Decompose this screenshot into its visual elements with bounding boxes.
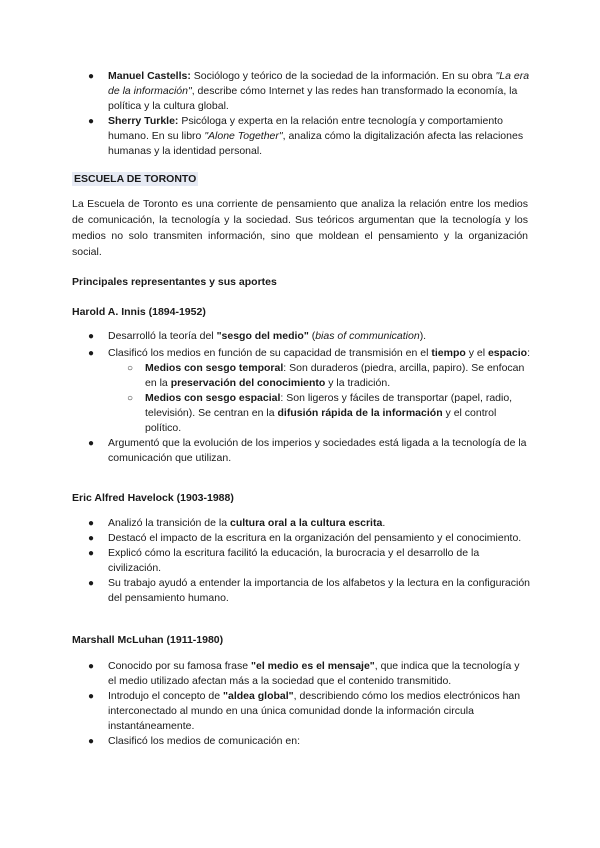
innis-list: [0, 329, 600, 466]
work-title: "Alone Together": [204, 130, 283, 142]
bold-term: Medios con sesgo temporal: [145, 362, 284, 374]
item-text: :: [527, 347, 530, 359]
list-item: [0, 689, 530, 734]
mcluhan-list: [0, 659, 600, 749]
bold-term: cultura oral a la cultura escrita: [230, 517, 383, 529]
list-item: [0, 436, 530, 466]
top-bullet-list: [0, 69, 600, 159]
list-item: [0, 516, 530, 531]
bold-term: Medios con sesgo espacial: [145, 392, 281, 404]
item-text: Analizó la transición de la: [108, 517, 230, 529]
list-item: [0, 576, 530, 606]
author-name: Manuel Castells:: [108, 70, 191, 82]
item-text: , que indica que la tecnología y el medio utilizado afectan más a la sociedad que el contenido transmitido.: [108, 660, 520, 687]
bold-term: "sesgo del medio": [216, 330, 309, 342]
item-text: Clasificó los medios de comunicación en:: [108, 735, 301, 747]
bullet-icon: ●: [88, 548, 95, 559]
bold-term: "aldea global": [223, 690, 294, 702]
item-text: : Son duraderos (piedra, arcilla, papiro). Se enfocan en la: [145, 362, 525, 389]
bold-term: "el medio es el mensaje": [251, 660, 375, 672]
list-item: [0, 546, 530, 576]
bullet-icon: ●: [88, 518, 95, 529]
item-text: : Son ligeros y fáciles de transportar (papel, radio, televisión). Se centran en la: [145, 392, 513, 419]
item-text: Psicóloga y experta en la relación entre tecnología y comportamiento humano. En su libro: [108, 115, 503, 142]
item-text: , describe cómo Internet y las redes han transformado la economía, la política y la cultura global.: [108, 85, 518, 112]
item-text: , analiza cómo la digitalización afecta las relaciones humanas y la identidad personal.: [108, 130, 524, 157]
innis-heading: Harold A. Innis (1894-1952): [72, 306, 206, 318]
section-title: [72, 172, 198, 187]
item-text: Argumentó que la evolución de los imperios y sociedades está ligada a la tecnología de la comunicación que utilizan.: [108, 437, 527, 464]
sub-list-item: [0, 361, 530, 391]
item-text: Explicó cómo la escritura facilitó la educación, la burocracia y el desarrollo de la civilización.: [108, 547, 480, 574]
bullet-icon: ●: [88, 533, 95, 544]
item-text: .: [382, 517, 386, 529]
item-text: (: [308, 330, 316, 342]
circle-bullet-icon: ○: [127, 363, 134, 374]
bullet-icon: ●: [88, 348, 95, 359]
item-text: y el control político.: [145, 407, 497, 434]
havelock-heading: Eric Alfred Havelock (1903-1988): [72, 492, 234, 504]
havelock-list: [0, 516, 600, 606]
list-item: [0, 69, 530, 114]
list-item: [0, 329, 530, 344]
item-text: ).: [419, 330, 427, 342]
bold-term: difusión rápida de la información: [277, 407, 443, 419]
list-item: [0, 114, 530, 159]
item-text: Desarrolló la teoría del: [108, 330, 217, 342]
item-text: , describiendo cómo los medios electrónicos han interconectado al mundo en una única comunidad donde la información circula instantáneamente.: [108, 690, 521, 732]
item-text: Su trabajo ayudó a entender la importancia de los alfabetos y la lectura en la configuración del pensamiento humano.: [108, 577, 531, 604]
circle-bullet-icon: ○: [127, 393, 134, 404]
bullet-icon: ●: [88, 331, 95, 342]
item-text: Sociólogo y teórico de la sociedad de la información. En su obra: [190, 70, 496, 82]
item-text: Clasificó los medios en función de su capacidad de transmisión en el: [108, 347, 432, 359]
bold-term: espacio: [487, 347, 528, 359]
italic-term: bias of communication: [315, 330, 420, 342]
item-text: Introdujo el concepto de: [108, 690, 223, 702]
bullet-icon: ●: [88, 71, 95, 82]
bullet-icon: ●: [88, 661, 95, 672]
item-text: Destacó el impacto de la escritura en la organización del pensamiento y el conocimiento.: [108, 532, 522, 544]
author-name: Sherry Turkle:: [108, 115, 179, 127]
item-text: y la tradición.: [325, 377, 391, 389]
intro-paragraph: La Escuela de Toronto es una corriente de pensamiento que analiza la relación entre los medios de comunicación, la tecnología y la sociedad. Sus teóricos argumentan que la tecnología y los medios no solo transmiten información, sino que moldean el pensamiento y la organización social.: [72, 198, 528, 258]
list-item: [0, 659, 530, 689]
item-text: y el: [465, 347, 488, 359]
mcluhan-heading: Marshall McLuhan (1911-1980): [72, 634, 224, 646]
bullet-icon: ●: [88, 438, 95, 449]
item-text: Conocido por su famosa frase: [108, 660, 251, 672]
section-title-text: ESCUELA DE TORONTO: [74, 173, 197, 185]
bullet-icon: ●: [88, 691, 95, 702]
bold-term: preservación del conocimiento: [170, 377, 326, 389]
principales-heading: Principales representantes y sus aportes: [72, 276, 277, 288]
bullet-icon: ●: [88, 116, 95, 127]
bullet-icon: ●: [88, 578, 95, 589]
list-item: [0, 346, 530, 361]
list-item: [0, 531, 530, 546]
sub-list-item: [0, 391, 530, 436]
list-item: [0, 734, 530, 749]
work-title: "La era de la información": [108, 70, 530, 97]
bold-term: tiempo: [431, 347, 466, 359]
bullet-icon: ●: [88, 736, 95, 747]
